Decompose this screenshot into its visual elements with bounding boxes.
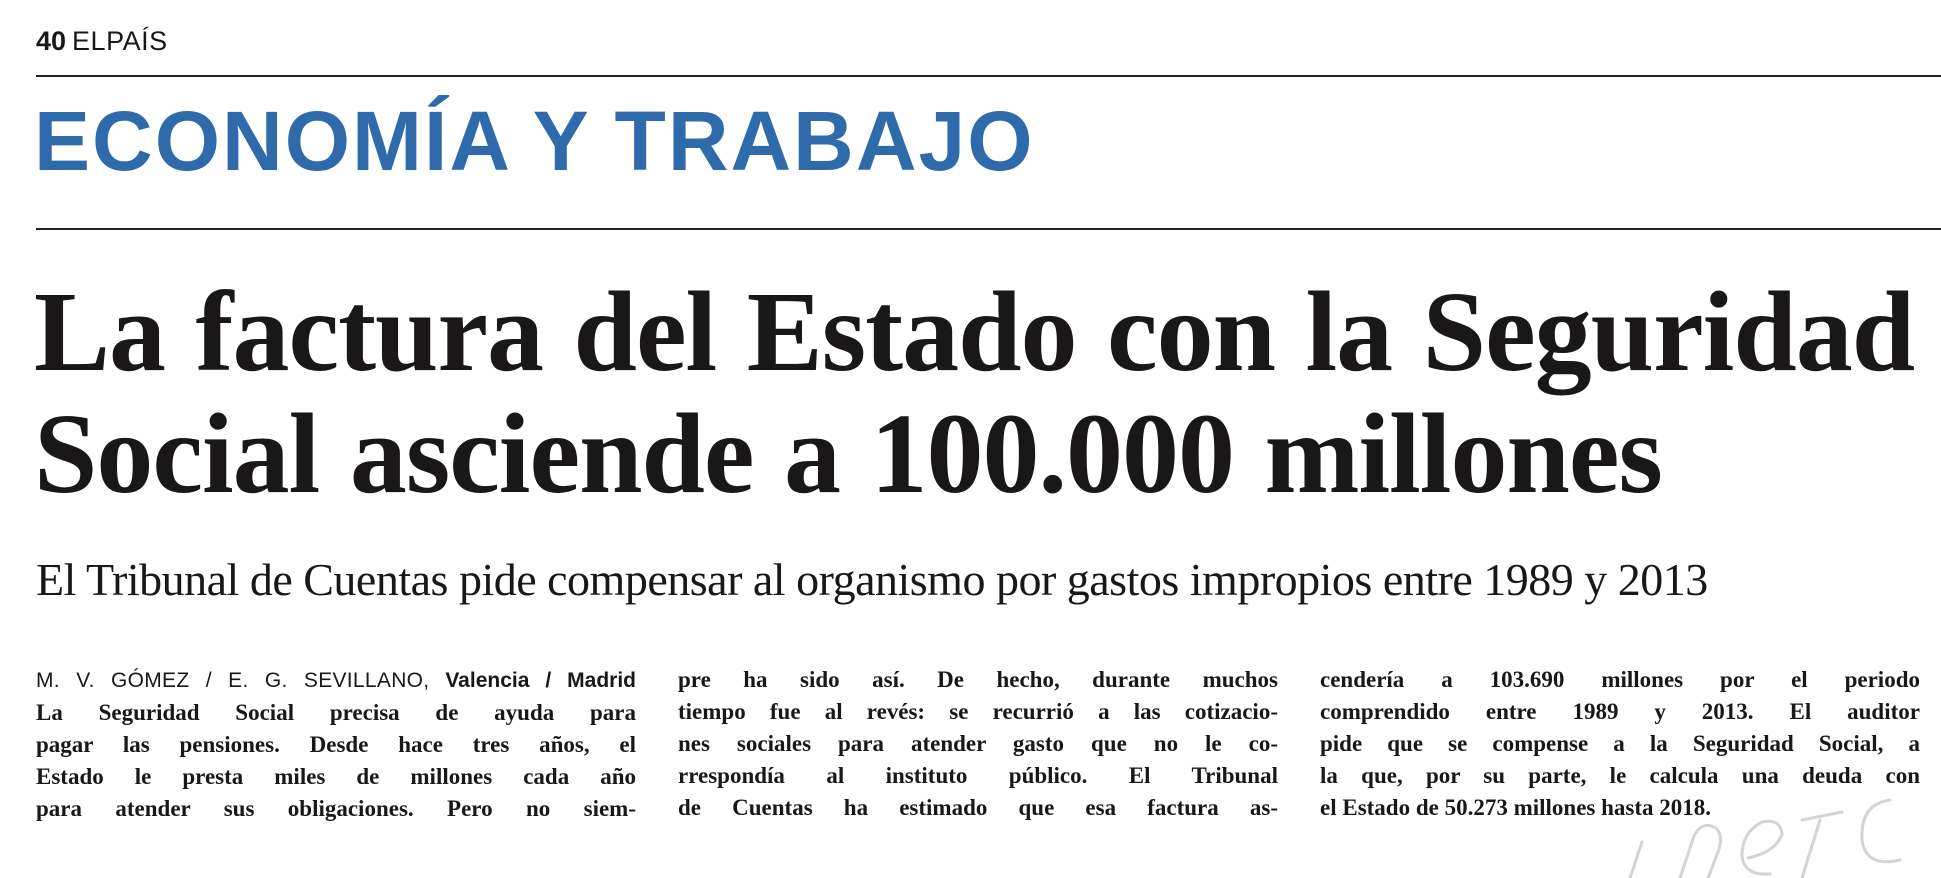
top-divider [36, 75, 1941, 77]
section-title: ECONOMÍA Y TRABAJO [34, 94, 1035, 188]
body-line: pagar las pensiones. Desde hace tres años, el [36, 732, 636, 757]
page-folio [36, 28, 168, 55]
headline-line-1: La factura del Estado con la Seguridad [34, 268, 1915, 395]
body-line: comprendido entre 1989 y 2013. El auditor [1320, 699, 1920, 724]
body-line: cendería a 103.690 millones por el periodo [1320, 667, 1920, 692]
body-column-2 [678, 664, 1278, 824]
body-line: pre ha sido así. De hecho, durante muchos [678, 667, 1278, 692]
article-subheadline: El Tribunal de Cuentas pide compensar al organismo por gastos impropios entre 1989 y 2013 [36, 554, 1708, 605]
body-line: nes sociales para atender gasto que no le co- [678, 731, 1278, 756]
section-divider [36, 228, 1941, 230]
byline [36, 664, 636, 697]
body-line: Estado le presta miles de millones cada año [36, 764, 636, 789]
body-line: la que, por su parte, le calcula una deuda con [1320, 763, 1920, 788]
byline-location: Valencia / Madrid [445, 669, 636, 692]
body-column-3 [1320, 664, 1920, 824]
body-line: tiempo fue al revés: se recurrió a las cotizacio- [678, 699, 1278, 724]
page-number: 40 [36, 26, 67, 56]
body-column-1 [36, 664, 636, 825]
article-headline [34, 268, 1934, 517]
body-line: de Cuentas ha estimado que esa factura as- [678, 795, 1278, 820]
body-line: rrespondía al instituto público. El Tribunal [678, 763, 1278, 788]
body-line: La Seguridad Social precisa de ayuda para [36, 700, 636, 725]
newspaper-name: ELPAÍS [72, 26, 168, 56]
headline-line-2: Social asciende a 100.000 millones [34, 390, 1662, 517]
article-body [36, 664, 1920, 874]
byline-authors: M. V. GÓMEZ / E. G. SEVILLANO, [36, 669, 430, 692]
body-line: el Estado de 50.273 millones hasta 2018. [1320, 795, 1712, 820]
body-line: pide que se compense a la Seguridad Social, a [1320, 731, 1920, 756]
body-line: para atender sus obligaciones. Pero no siem- [36, 796, 636, 821]
